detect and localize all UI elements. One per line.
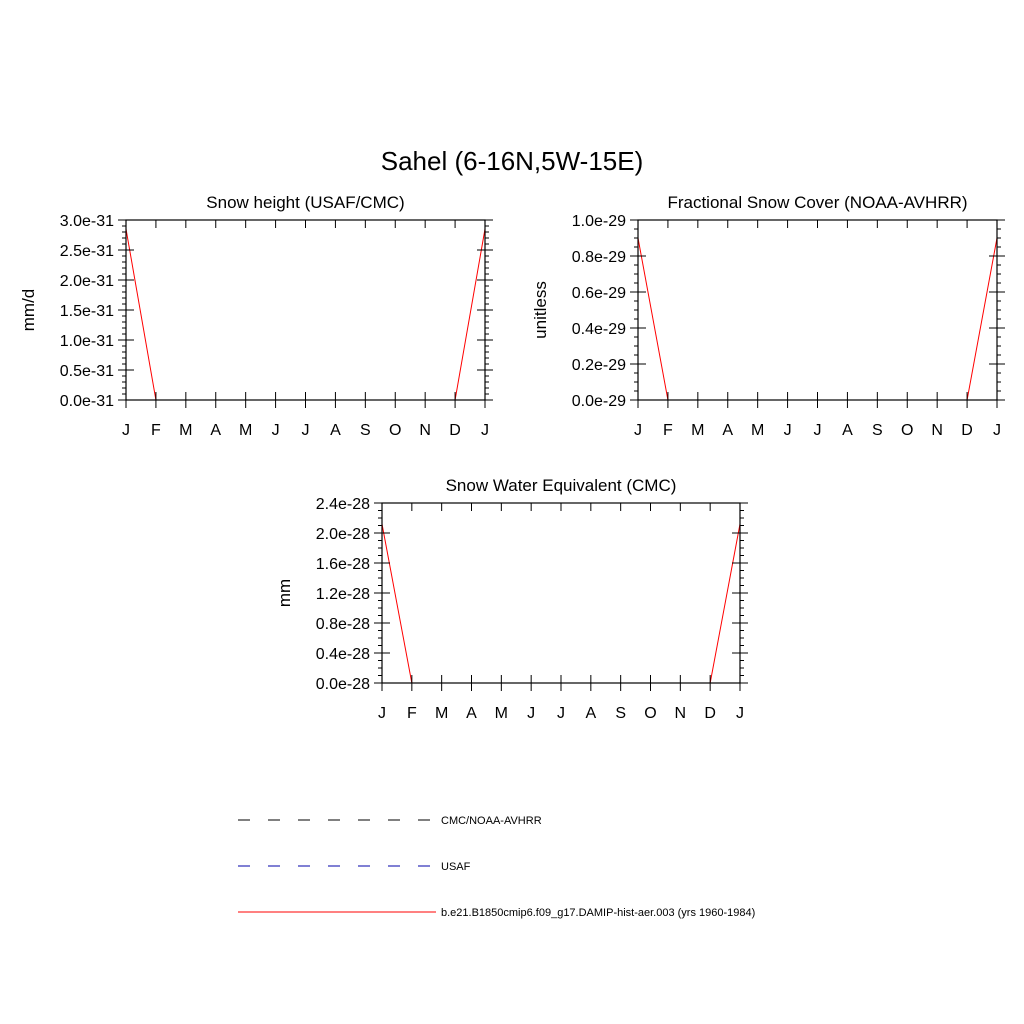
y-tick-label: 1.0e-29 [571, 213, 626, 230]
x-tick-label: A [466, 705, 477, 722]
panel-snow-height [19, 193, 493, 439]
panel-title: Fractional Snow Cover (NOAA-AVHRR) [667, 193, 968, 212]
x-tick-label: M [494, 705, 508, 722]
x-tick-label: F [663, 422, 673, 439]
panel-fractional-snow-cover [531, 193, 1005, 439]
x-tick-label: J [271, 422, 280, 439]
series-line [638, 238, 997, 400]
y-tick-label: 0.5e-31 [59, 363, 114, 380]
plot-frame [126, 220, 485, 400]
legend-label: USAF [441, 861, 471, 873]
x-tick-label: O [389, 422, 402, 439]
series-line [382, 524, 740, 683]
series-line [126, 229, 485, 400]
y-tick-label: 0.6e-29 [571, 285, 626, 302]
x-tick-label: J [783, 422, 792, 439]
y-tick-label: 0.2e-29 [571, 357, 626, 374]
y-tick-label: 0.0e-31 [59, 393, 114, 410]
y-tick-label: 1.0e-31 [59, 333, 114, 350]
figure-title: Sahel (6-16N,5W-15E) [380, 146, 644, 176]
y-axis-label: mm [275, 578, 294, 608]
x-tick-label: A [722, 422, 734, 439]
panel-title: Snow Water Equivalent (CMC) [445, 476, 677, 495]
x-tick-label: D [961, 422, 973, 439]
x-tick-label: A [330, 422, 341, 439]
legend-item [238, 861, 471, 873]
x-tick-label: J [378, 705, 386, 722]
x-tick-label: J [557, 705, 565, 722]
y-tick-label: 2.0e-31 [59, 273, 114, 290]
x-tick-label: O [901, 422, 914, 439]
panel-snow-water-equivalent [275, 476, 748, 722]
y-tick-label: 2.5e-31 [59, 243, 114, 260]
x-tick-label: S [615, 705, 627, 722]
y-axis-label: mm/d [19, 288, 38, 332]
x-tick-label: M [239, 422, 253, 439]
x-tick-label: J [993, 422, 1001, 439]
legend-item [238, 907, 755, 919]
y-tick-label: 0.0e-28 [315, 676, 370, 693]
x-tick-label: M [179, 422, 193, 439]
x-tick-label: N [674, 705, 687, 722]
x-tick-label: D [449, 422, 461, 439]
y-tick-label: 3.0e-31 [59, 213, 114, 230]
x-tick-label: J [481, 422, 489, 439]
legend [238, 815, 755, 919]
plot-frame [638, 220, 997, 400]
x-tick-label: M [691, 422, 705, 439]
x-tick-label: D [704, 705, 716, 722]
x-tick-label: N [931, 422, 943, 439]
y-tick-label: 2.4e-28 [315, 496, 370, 513]
x-tick-label: O [644, 705, 657, 722]
y-tick-label: 1.5e-31 [59, 303, 114, 320]
legend-label: b.e21.B1850cmip6.f09_g17.DAMIP-hist-aer.003 (yrs 1960-1984) [441, 907, 756, 919]
x-tick-label: J [301, 422, 310, 439]
y-tick-label: 1.2e-28 [315, 586, 370, 603]
x-tick-label: J [527, 705, 536, 722]
y-axis-label: unitless [531, 281, 550, 339]
x-tick-label: J [736, 705, 744, 722]
panel-title: Snow height (USAF/CMC) [206, 193, 405, 212]
x-tick-label: S [359, 422, 371, 439]
y-tick-label: 0.4e-29 [571, 321, 626, 338]
x-tick-label: M [435, 705, 449, 722]
x-tick-label: J [634, 422, 642, 439]
x-tick-label: J [122, 422, 130, 439]
x-tick-label: J [813, 422, 822, 439]
x-tick-label: F [151, 422, 161, 439]
x-tick-label: M [751, 422, 765, 439]
x-tick-label: A [842, 422, 853, 439]
y-tick-label: 0.0e-29 [571, 393, 626, 410]
y-tick-label: 2.0e-28 [315, 526, 370, 543]
y-tick-label: 0.4e-28 [315, 646, 370, 663]
x-tick-label: A [585, 705, 597, 722]
legend-item [238, 815, 542, 827]
plot-frame [382, 503, 740, 683]
y-tick-label: 1.6e-28 [315, 556, 370, 573]
x-tick-label: F [406, 705, 417, 722]
y-tick-label: 0.8e-29 [571, 249, 626, 266]
y-tick-label: 0.8e-28 [315, 616, 370, 633]
x-tick-label: S [871, 422, 883, 439]
legend-label: CMC/NOAA-AVHRR [441, 815, 542, 827]
x-tick-label: A [210, 422, 222, 439]
x-tick-label: N [419, 422, 431, 439]
